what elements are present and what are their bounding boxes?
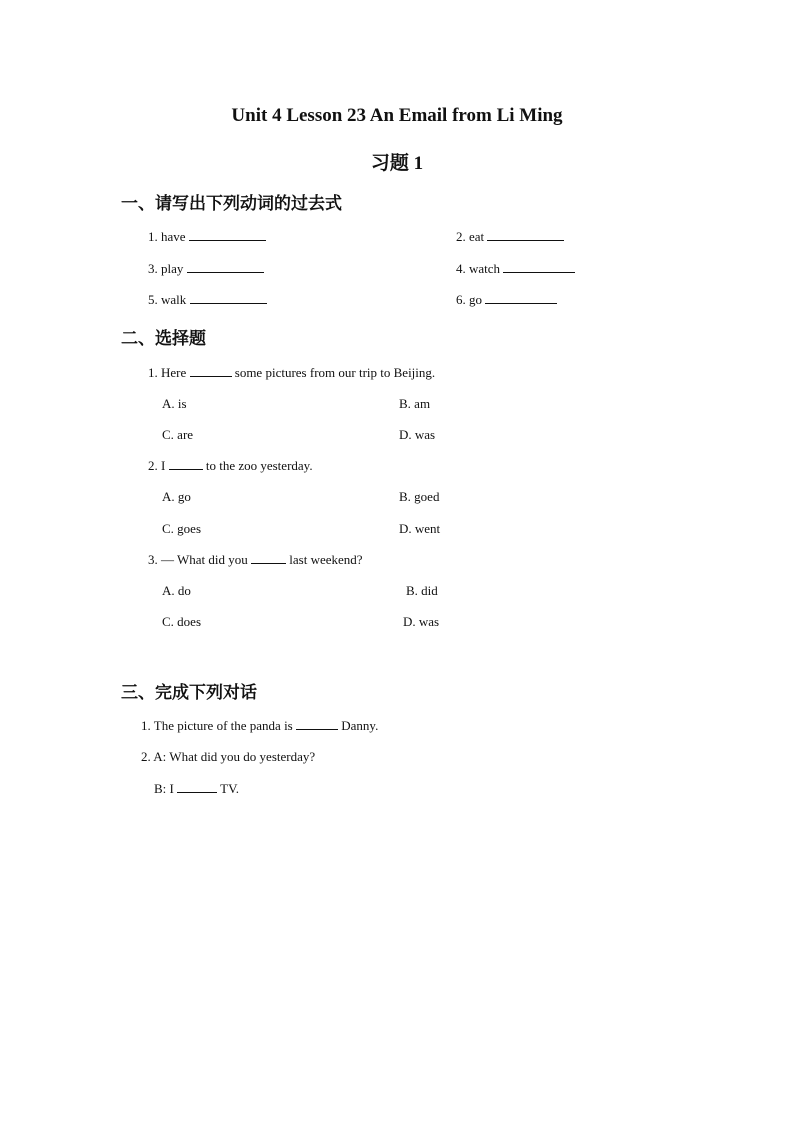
- section-3-heading: 三、完成下列对话: [121, 683, 257, 703]
- answer-blank[interactable]: [487, 229, 564, 241]
- option-a[interactable]: A. is: [162, 396, 187, 411]
- option-c[interactable]: C. goes: [162, 521, 201, 536]
- question-1: [148, 365, 435, 381]
- answer-blank[interactable]: [485, 292, 557, 304]
- verb-item: [456, 261, 575, 277]
- verb-label: 2. eat: [456, 229, 485, 244]
- option-d[interactable]: D. went: [399, 521, 441, 536]
- page-title: Unit 4 Lesson 23 An Email from Li Ming: [231, 105, 563, 126]
- verb-label: 5. walk: [148, 292, 187, 307]
- answer-blank[interactable]: [187, 261, 264, 273]
- answer-blank[interactable]: [177, 781, 217, 793]
- verb-label: 3. play: [148, 261, 184, 276]
- verb-label: 1. have: [148, 229, 186, 244]
- dialogue-text: B: I: [154, 781, 174, 796]
- dialogue-item-1: [141, 718, 378, 734]
- verb-item: [148, 229, 266, 245]
- option-a[interactable]: A. go: [162, 489, 191, 504]
- option-b[interactable]: B. goed: [399, 489, 440, 504]
- verb-label: 4. watch: [456, 261, 501, 276]
- answer-blank[interactable]: [503, 261, 575, 273]
- section-1-heading: 一、请写出下列动词的过去式: [121, 194, 342, 214]
- option-b[interactable]: B. am: [399, 396, 431, 411]
- answer-blank[interactable]: [296, 718, 338, 730]
- answer-blank[interactable]: [190, 365, 232, 377]
- option-d[interactable]: D. was: [403, 614, 440, 629]
- dialogue-text: Danny.: [341, 718, 379, 733]
- dialogue-text: 2. A: What did you do yesterday?: [141, 749, 316, 764]
- dialogue-text: 1. The picture of the panda is: [141, 718, 293, 733]
- option-d[interactable]: D. was: [399, 427, 436, 442]
- option-b[interactable]: B. did: [406, 583, 438, 598]
- question-text: 2. I: [148, 458, 166, 473]
- answer-blank[interactable]: [169, 458, 203, 470]
- section-2-heading: 二、选择题: [121, 329, 206, 349]
- dialogue-text: TV.: [220, 781, 240, 796]
- verb-item: [456, 292, 557, 308]
- question-2: [148, 458, 313, 474]
- question-text: some pictures from our trip to Beijing.: [234, 365, 436, 380]
- option-a[interactable]: A. do: [162, 583, 191, 598]
- dialogue-item-2: [141, 749, 315, 765]
- option-c[interactable]: C. are: [162, 427, 194, 442]
- question-text: 1. Here: [148, 365, 187, 380]
- verb-label: 6. go: [456, 292, 482, 307]
- question-text: last weekend?: [289, 552, 363, 567]
- answer-blank[interactable]: [189, 229, 266, 241]
- verb-item: [148, 292, 267, 308]
- question-3: [148, 552, 363, 568]
- answer-blank[interactable]: [190, 292, 267, 304]
- verb-item: [456, 229, 564, 245]
- verb-item: [148, 261, 264, 277]
- question-text: 3. — What did you: [148, 552, 248, 567]
- dialogue-item-3: [154, 781, 239, 797]
- page-subtitle: 习题 1: [370, 153, 424, 174]
- question-text: to the zoo yesterday.: [205, 458, 313, 473]
- option-c[interactable]: C. does: [162, 614, 201, 629]
- answer-blank[interactable]: [251, 552, 286, 564]
